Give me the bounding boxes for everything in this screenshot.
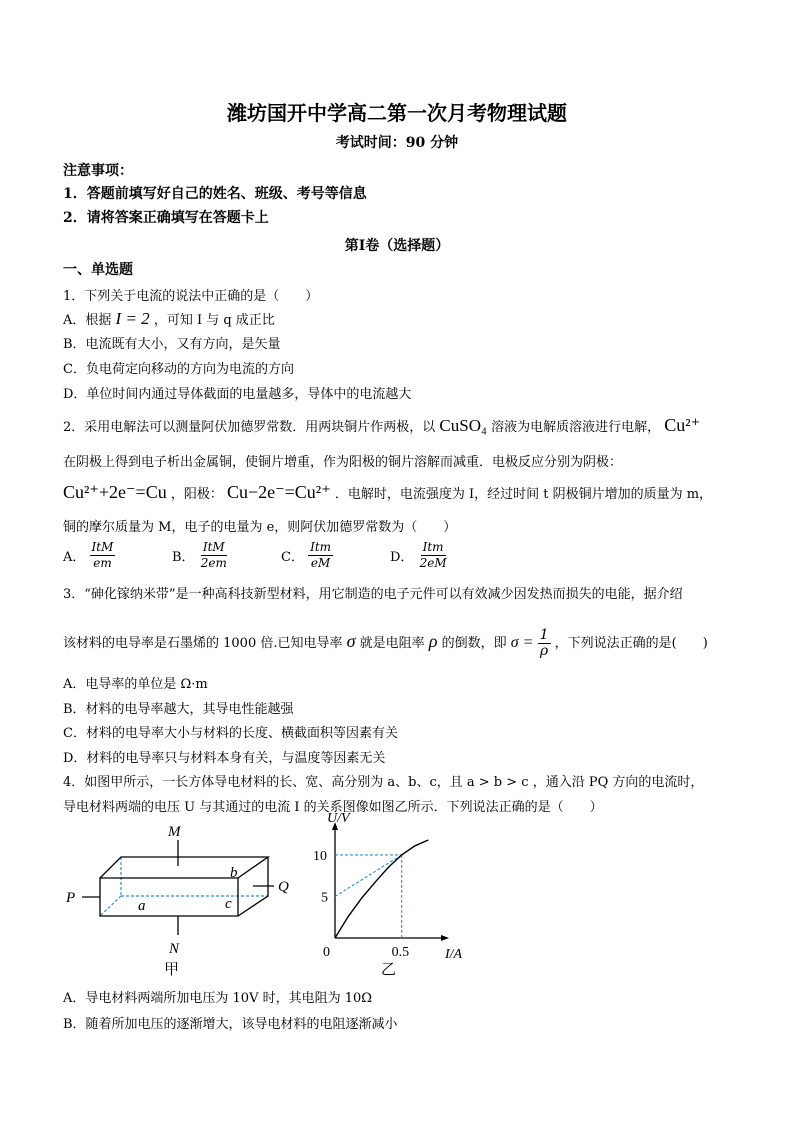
- label-b: b: [230, 865, 238, 881]
- q1-a-suffix: ，可知 I 与 q 成正比: [153, 313, 275, 328]
- q2-anode-reaction: Cu−2e⁻=Cu²⁺: [227, 482, 331, 502]
- x-axis-arrow: [441, 935, 449, 941]
- q3-option-d: D．材料的电导率只与材料本身有关，与温度等因素无关: [63, 751, 386, 766]
- q2-b-label: B．: [172, 550, 195, 565]
- q1-option-d: D．单位时间内通过导体截面的电量越多，导体中的电流越大: [63, 387, 412, 402]
- q3-l2-mid2: 的倒数，即: [441, 636, 507, 651]
- caption-yi: 乙: [381, 962, 397, 978]
- q2-a-fraction: [90, 540, 116, 571]
- q4-line-1: 4．如图甲所示，一长方体导电材料的长、宽、高分别为 a、b、c，且 a > b > c ，通入沿 PQ 方向的电流时，: [63, 775, 704, 790]
- caption-jia: 甲: [164, 962, 180, 978]
- label-c: c: [225, 896, 232, 912]
- y-tick-label: 10: [313, 848, 327, 864]
- q2-option-b: [172, 540, 229, 571]
- q3-fraction: [538, 628, 551, 659]
- exam-title: 潍坊国开中学高二第一次月考物理试题: [227, 101, 567, 125]
- q3-line-1: 3．“砷化镓纳米带”是一种高科技新型材料，用它制造的电子元件可以有效减少因发热而损失的电能，据介绍: [63, 587, 683, 602]
- q2-line-3: [63, 482, 712, 503]
- figure-jia: [60, 820, 310, 980]
- q1-option-b: B．电流既有大小，又有方向，是矢量: [63, 337, 281, 352]
- q2-a-num: ItM: [91, 540, 114, 554]
- q3-sigma: σ: [346, 631, 356, 651]
- label-Q: Q: [278, 879, 289, 895]
- q3-l2-mid: 就是电阻率: [359, 636, 425, 651]
- q2-option-a: [63, 540, 115, 571]
- q4-option-b: B．随着所加电压的逐渐增大，该导电材料的电阻逐渐减小: [63, 1017, 398, 1032]
- q2-d-den: 2eM: [419, 556, 447, 570]
- cuboid-hidden-edges: [100, 857, 268, 916]
- exam-time: 考试时间：90 分钟: [335, 135, 459, 151]
- q2-option-c: [281, 540, 333, 571]
- q3-eq: σ =: [510, 634, 534, 651]
- x-tick-label: 0.5: [391, 945, 410, 960]
- q2-line-2: 在阴极上得到电子析出金属铜，使铜片增重，作为阳极的铜片溶解而减重．电极反应分别为阴极：: [63, 455, 623, 470]
- q3-option-a: A．电导率的单位是 Ω·m: [63, 677, 208, 692]
- y-axis-label: U/V: [327, 811, 350, 826]
- cuboid-edges: [100, 857, 268, 916]
- q2-c-den: eM: [310, 556, 331, 570]
- q1-option-c: C．负电荷定向移动的方向为电流的方向: [63, 362, 294, 377]
- q2-option-d: [390, 540, 449, 571]
- q2-b-fraction: [199, 540, 229, 571]
- label-N: N: [169, 941, 180, 957]
- q2-line-1: [63, 415, 700, 436]
- q2-c-num: Itm: [310, 540, 332, 554]
- chart-series: [335, 840, 428, 938]
- section-title: 第Ⅰ卷（选择题）: [344, 238, 450, 254]
- q2-d-fraction: [418, 540, 449, 571]
- note-item-1: 1．答题前填写好自己的姓名、班级、考号等信息: [63, 186, 367, 202]
- y-tick-label: 5: [321, 890, 328, 906]
- q2-d-label: D．: [390, 550, 414, 565]
- cuboid-leads: [82, 840, 274, 935]
- q2-formula-cu-ion: Cu²⁺: [664, 415, 701, 435]
- part-title: 一、单选题: [63, 262, 133, 278]
- q2-l1-prefix: 2．采用电解法可以测量阿伏加德罗常数．用两块铜片作两极，以: [63, 420, 436, 435]
- q3-option-c: C．材料的电导率大小与材料的长度、横截面积等因素有关: [63, 726, 398, 741]
- q2-formula-cuso4: CuSO₄: [439, 416, 487, 435]
- x-axis-label: I/A: [445, 947, 463, 962]
- q2-b-num: ItM: [202, 540, 225, 554]
- q3-frac-den: ρ: [539, 643, 549, 659]
- notes-heading: 注意事项：: [63, 163, 133, 179]
- q1-a-formula: I = 2: [115, 309, 150, 328]
- q2-c-label: C．: [281, 550, 304, 565]
- q2-a-den: em: [93, 556, 112, 570]
- q2-l1-mid: 溶液为电解质溶液进行电解，: [491, 420, 661, 435]
- q3-rho: ρ: [428, 631, 438, 651]
- q2-d-num: Itm: [422, 540, 444, 554]
- q3-option-b: B．材料的电导率越大，其导电性能越强: [63, 702, 294, 717]
- q2-line-4: 铜的摩尔质量为 M，电子的电量为 e，则阿伏加德罗常数为（ ）: [63, 520, 457, 535]
- x-tick-label: 0: [323, 945, 330, 960]
- chart-axes: [313, 811, 463, 978]
- label-P: P: [66, 890, 76, 906]
- q2-c-fraction: [308, 540, 333, 571]
- q2-b-den: 2em: [200, 556, 227, 570]
- q1-a-prefix: A．根据: [63, 313, 112, 328]
- q2-l3-mid: ，阳极：: [170, 487, 223, 502]
- q1-stem: 1．下列关于电流的说法中正确的是（ ）: [63, 289, 319, 304]
- q3-l2-suffix: ，下列说法正确的是( ): [554, 636, 708, 651]
- label-a: a: [138, 898, 146, 914]
- label-M: M: [168, 824, 181, 840]
- q2-l3-suffix: ．电解时，电流强度为 I，经过时间 t 阴极铜片增加的质量为 m，: [334, 487, 713, 502]
- q3-l2-prefix: 该材料的电导率是石墨烯的 1000 倍.已知电导率: [63, 636, 343, 651]
- q3-line-2: [63, 628, 708, 659]
- note-item-2: 2．请将答案正确填写在答题卡上: [63, 210, 269, 226]
- q3-frac-num: 1: [539, 627, 549, 643]
- q1-option-a: [63, 309, 275, 329]
- figure-yi-chart: [305, 811, 465, 980]
- q4-line-2: 导电材料两端的电压 U 与其通过的电流 I 的关系图像如图乙所示．下列说法正确的是（ ）: [63, 800, 603, 815]
- q4-option-a: A．导电材料两端所加电压为 10V 时，其电阻为 10Ω: [63, 991, 373, 1006]
- q2-a-label: A．: [63, 550, 86, 565]
- q2-cathode-reaction: Cu²⁺+2e⁻=Cu: [63, 482, 167, 502]
